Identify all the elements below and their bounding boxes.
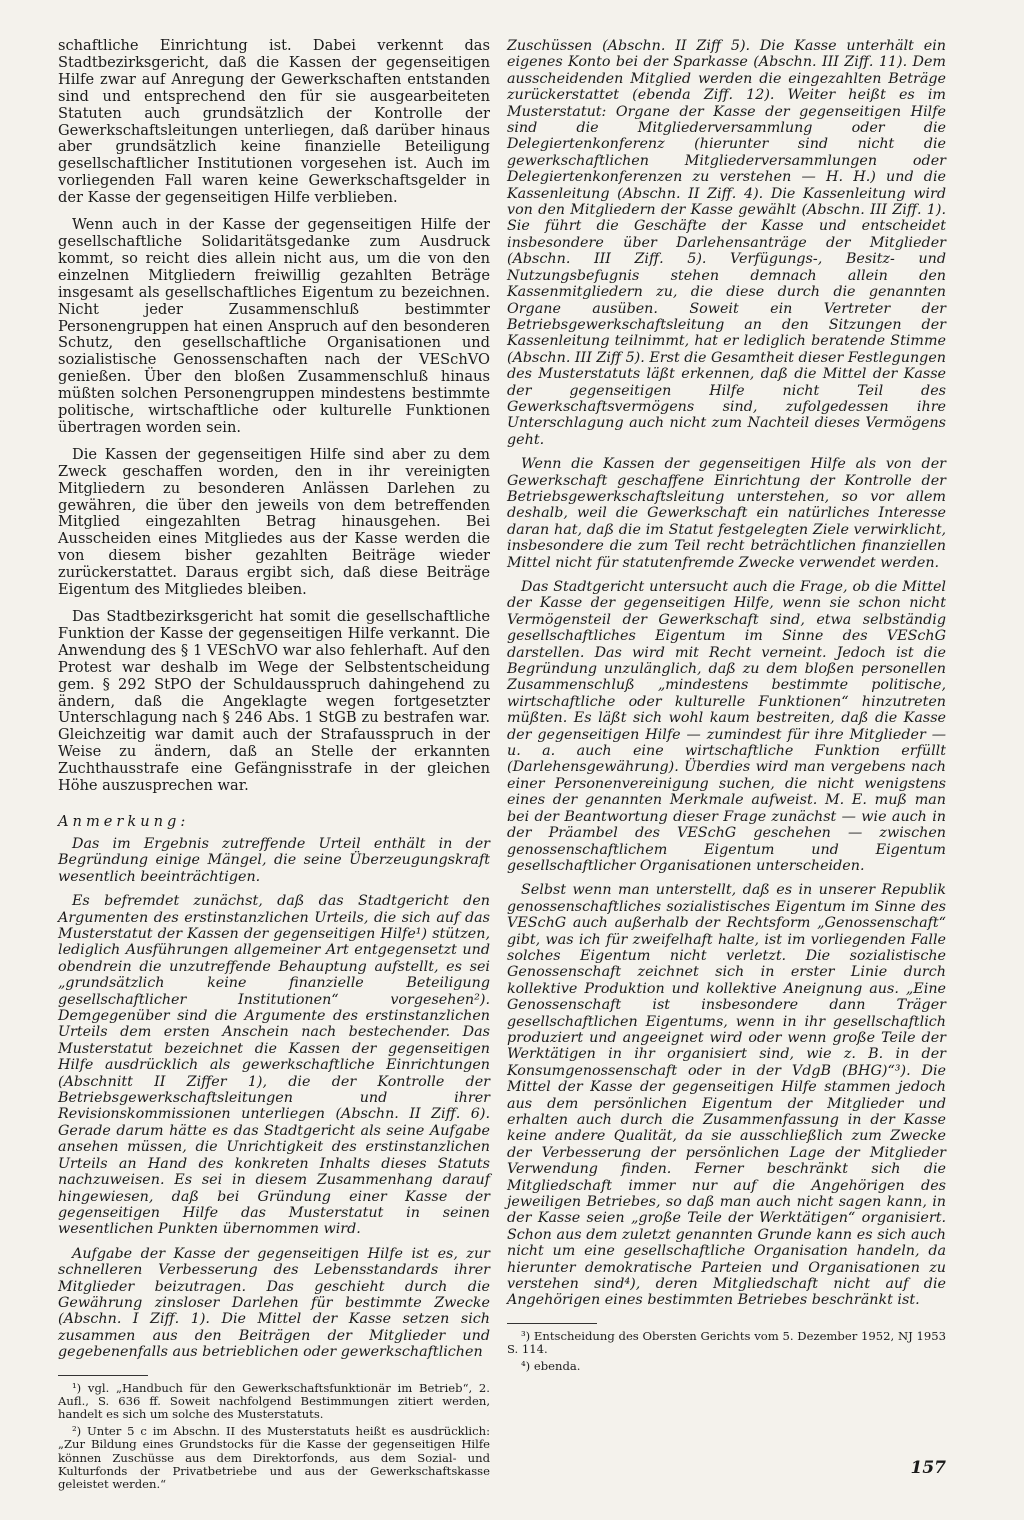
right-column <box>507 38 946 1377</box>
body-paragraph: schaftliche Einrichtung ist. Dabei verkennt das Stadtbezirksgericht, daß die Kassen der gegenseitigen Hilfe zwar auf Anregung der Gewerkschaften entstanden sind und entsprechend den für sie ausgearbeiteten Statuten auch grundsätzlich der Kontrolle der Gewerkschaftsleitungen unterliegen, daß darüber hinaus aber grundsätzlich keine finanzielle Beteiligung gesellschaftlicher Institutionen vorgesehen ist. Auch im vorliegenden Fall waren keine Gewerkschaftsgelder in der Kasse der gegenseitigen Hilfe verblieben. <box>58 37 490 207</box>
annotation-paragraph: Aufgabe der Kasse der gegenseitigen Hilfe ist es, zur schnelleren Verbesserung des Lebensstandards ihrer Mitglieder beizutragen. Das geschieht durch die Gewährung zinsloser Darlehen für bestimmte Zwecke (Abschn. I Ziff. 1). Die Mittel der Kasse setzen sich zusammen aus den Beiträgen der Mitglieder und gegebenenfalls aus betrieblichen oder gewerkschaftlichen <box>58 1245 490 1361</box>
footnote-divider <box>58 1375 148 1376</box>
annotation-paragraph: Wenn die Kassen der gegenseitigen Hilfe als von der Gewerkschaft geschaffene Einrichtung der Kontrolle der Betriebsgewerkschaftsleitung unterstehen, so vor allem deshalb, weil die Gewerkschaft ein natürliches Interesse daran hat, daß die im Statut festgelegten Ziele verwirklicht, insbesondere die zum Teil recht beträchtlichen finanziellen Mittel nicht für statutenfremde Zwecke verwendet werden. <box>507 456 946 571</box>
annotation-paragraph: Das im Ergebnis zutreffende Urteil enthält in der Begründung einige Mängel, die seine Überzeugungskraft wesentlich beeinträchtigen. <box>58 835 490 885</box>
footnote-divider <box>507 1323 597 1324</box>
annotation-paragraph: Es befremdet zunächst, daß das Stadtgericht den Argumenten des erstinstanzlichen Urteils, die sich auf das Musterstatut der Kassen der gegenseitigen Hilfe¹) stützen, lediglich Ausführungen allgemeiner Art entgegensetzt und obendrein die unzutreffende Behauptung aufstellt, es sei „grundsätzlich keine finanzielle Beteiligung gesellschaftlicher Institutionen“ vorgesehen²). Demgegenüber sind die Argumente des erstinstanzlichen Urteils dem ersten Anschein nach bestechender. Das Musterstatut bezeichnet die Kassen der gegenseitigen Hilfe ausdrücklich als gewerkschaftliche Einrichtungen (Abschnitt II Ziffer 1), die der Kontrolle der Betriebsgewerkschaftsleitungen und ihrer Revisionskommissionen unterliegen (Abschn. II Ziff. 6). Gerade darum hätte es das Stadtgericht als seine Aufgabe ansehen müssen, die Unrichtigkeit des erstinstanzlichen Urteils an Hand des konkreten Inhalts dieses Statuts nachzuweisen. Es sei in diesem Zusammenhang darauf hingewiesen, daß bei Gründung einer Kasse der gegenseitigen Hilfe das Musterstatut in seinen wesentlichen Punkten übernommen wird. <box>58 893 490 1238</box>
footnote: ³) Entscheidung des Obersten Gerichts vom 5. Dezember 1952, NJ 1953 S. 114. <box>507 1328 946 1357</box>
footnote: ²) Unter 5 c im Abschn. II des Musterstatuts heißt es ausdrücklich: „Zur Bildung eines Grundstocks für die Kasse der gegenseitigen Hilfe können Zuschüsse aus dem Direktorfonds, aus dem Sozial- und Kulturfonds der Privatbetriebe und aus der Gewerkschaftskasse geleistet werden.“ <box>58 1424 490 1491</box>
footnote: ⁴) ebenda. <box>521 1359 581 1374</box>
annotation-paragraph: Das Stadtgericht untersucht auch die Frage, ob die Mittel der Kasse der gegenseitigen Hilfe, wenn sie schon nicht Vermögensteil der Gewerkschaft sind, etwa selbständig gesellschaftliches Eigentum im Sinne des VESchG darstellen. Das wird mit Recht verneint. Jedoch ist die Begründung unzulänglich, daß zu dem bloßen personellen Zusammenschluß „mindestens bestimmte politische, wirtschaftliche oder kulturelle Funktionen“ hinzutreten müßten. Es läßt sich wohl kaum bestreiten, daß die Kasse der gegenseitigen Hilfe — zumindest für ihre Mitglieder — u. a. auch eine wirtschaftliche Funktion erfüllt (Darlehensgewährung). Überdies wird man vergebens nach einer Personenvereinigung suchen, die nicht wenigstens eines der genannten Merkmale aufweist. M. E. muß man bei der Beantwortung dieser Frage zunächst — wie auch in der Präambel des VESchG geschehen — zwischen genossenschaftlichem Eigentum und Eigentum gesellschaftlicher Organisationen unterscheiden. <box>507 579 946 874</box>
annotation-paragraph: Zuschüssen (Abschn. II Ziff 5). Die Kasse unterhält ein eigenes Konto bei der Sparkasse (Abschn. III Ziff. 11). Dem ausscheidenden Mitglied werden die eingezahlten Beträge zurückerstattet (ebenda Ziff. 12). Weiter heißt es im Musterstatut: Organe der Kasse der gegenseitigen Hilfe sind die Mitgliederversammlung oder die Delegiertenkonferenz (hierunter sind nicht die gewerkschaftlichen Mitgliederversammlungen oder Delegiertenkonferenzen zu verstehen — H. H.) und die Kassenleitung (Abschn. II Ziff. 4). Die Kassenleitung wird von den Mitgliedern der Kasse gewählt (Abschn. III Ziff. 1). Sie führt die Geschäfte der Kasse und entscheidet insbesondere über Darlehensanträge der Mitglieder (Abschn. III Ziff. 5). Verfügungs-, Besitz- und Nutzungsbefugnis stehen demnach allein den Kassenmitgliedern zu, die diese durch die genannten Organe ausüben. Soweit ein Vertreter der Betriebsgewerkschaftsleitung an den Sitzungen der Kassenleitung teilnimmt, hat er lediglich beratende Stimme (Abschn. III Ziff 5). Erst die Gesamtheit dieser Festlegungen des Musterstatuts läßt erkennen, daß die Mittel der Kasse der gegenseitigen Hilfe nicht Teil des Gewerkschaftsvermögens sind, zufolgedessen ihre Unterschlagung auch nicht zum Nachteil dieses Vermögens geht. <box>507 38 947 448</box>
body-paragraph: Das Stadtbezirksgericht hat somit die gesellschaftliche Funktion der Kasse der gegenseitigen Hilfe verkannt. Die Anwendung des § 1 VESchVO war also fehlerhaft. Auf den Protest war deshalb im Wege der Selbstentscheidung gem. § 292 StPO der Schuldausspruch dahingehend zu ändern, daß die Angeklagte wegen fortgesetzter Unterschlagung nach § 246 Abs. 1 StGB zu bestrafen war. Gleichzeitig war damit auch der Strafausspruch in der Weise zu ändern, daß an Stelle der erkannten Zuchthausstrafe eine Gefängnisstrafe in der gleichen Höhe auszusprechen war. <box>58 608 490 795</box>
section-heading: Anmerkung: <box>58 812 190 830</box>
annotation-paragraph: Selbst wenn man unterstellt, daß es in unserer Republik genossenschaftliches sozialistisches Eigentum im Sinne des VESchG auch außerhalb der Rechtsform „Genossenschaft“ gibt, was ich für zweifelhaft halte, ist im vorliegenden Falle solches Eigentum nicht verletzt. Die sozialistische Genossenschaft zeichnet sich in erster Linie durch kollektive Produktion und kollektive Aneignung aus. „Eine Genossenschaft ist insbesondere dann Träger gesellschaftlichen Eigentums, wenn in ihr gesellschaftlich produziert und angeeignet wird oder wenn große Teile der Werktätigen in ihr organisiert sind, wie z. B. in der Konsumgenossenschaft oder in der VdgB (BHG)“³). Die Mittel der Kasse der gegenseitigen Hilfe stammen jedoch aus dem persönlichen Eigentum der Mitglieder und erhalten auch durch die Zusammenfassung in der Kasse keine andere Qualität, da sie ausschließlich zum Zwecke der Verbesserung der persönlichen Lage der Mitglieder Verwendung finden. Ferner beschränkt sich die Mitgliedschaft immer nur auf die Angehörigen des jeweiligen Betriebes, so daß man auch nicht sagen kann, in der Kasse seien „große Teile der Werktätigen“ organisiert. Schon aus dem zuletzt genannten Grunde kann es sich auch nicht um eine gesellschaftliche Organisation handeln, da hierunter demokratische Parteien und Organisationen zu verstehen sind⁴), deren Mitgliedschaft nicht auf die Angehörigen eines bestimmten Betriebes beschränkt ist. <box>507 882 946 1309</box>
body-paragraph: Die Kassen der gegenseitigen Hilfe sind aber zu dem Zweck geschaffen worden, den in ihr vereinigten Mitgliedern zu besonderen Anlässen Darlehen zu gewähren, die über den jeweils von dem betreffenden Mitglied eingezahlten Betrag hinausgehen. Bei Ausscheiden eines Mitgliedes aus der Kasse werden die von diesem bisher gezahlten Beiträge wieder zurückerstattet. Daraus ergibt sich, daß diese Beiträge Eigentum des Mitgliedes bleiben. <box>58 445 490 599</box>
footnote: ¹) vgl. „Handbuch für den Gewerkschaftsfunktionär im Betrieb“, 2. Aufl., S. 636 ff. Soweit nachfolgend Bestimmungen zitiert werden, handelt es sich um solche des Musterstatuts. <box>58 1380 490 1421</box>
page-number: 157 <box>910 1458 946 1478</box>
body-paragraph: Wenn auch in der Kasse der gegenseitigen Hilfe der gesellschaftliche Solidaritätsgedanke zum Ausdruck kommt, so reicht dies allein nicht aus, um die von den einzelnen Mitgliedern freiwillig gezahlten Beträge insgesamt als gesellschaftliches Eigentum zu bezeichnen. Nicht jeder Zusammenschluß bestimmter Personengruppen hat einen Anspruch auf den besonderen Schutz, den gesellschaftliche Organisationen und sozialistische Genossenschaften nach der VESchVO genießen. Über den bloßen Zusammenschluß hinaus müßten solchen Personengruppen mindestens bestimmte politische, wirtschaftliche oder kulturelle Funktionen übertragen worden sein. <box>58 216 490 436</box>
left-column <box>58 38 490 1495</box>
